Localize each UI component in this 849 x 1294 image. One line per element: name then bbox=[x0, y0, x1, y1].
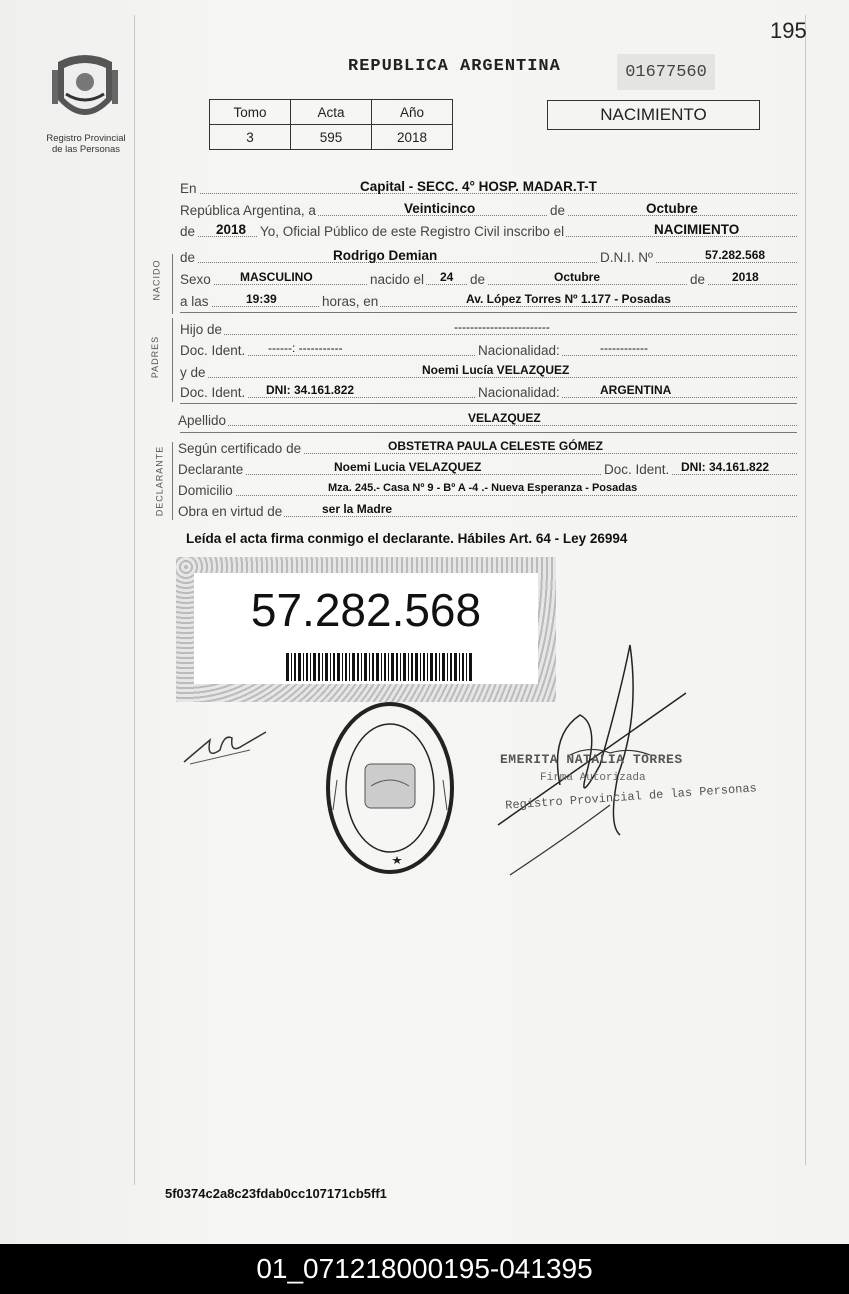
divider-apellido bbox=[180, 432, 797, 433]
label-nacido-el: nacido el bbox=[370, 272, 425, 287]
serial-number: 01677560 bbox=[617, 54, 715, 90]
value-doc2: DNI: 34.161.822 bbox=[266, 383, 355, 397]
label-sexo: Sexo bbox=[180, 272, 211, 287]
row-padre bbox=[180, 322, 797, 338]
province-crest-icon bbox=[50, 50, 120, 130]
value-hora: 19:39 bbox=[246, 292, 277, 306]
label-horas: horas, en bbox=[322, 294, 379, 309]
label-declarante: Declarante bbox=[178, 462, 244, 477]
value-declarante: Noemi Lucia VELAZQUEZ bbox=[334, 460, 482, 474]
row-apellido bbox=[180, 413, 797, 429]
value-padre: ------------------------ bbox=[454, 320, 550, 334]
value-anio-acta: 2018 bbox=[216, 222, 247, 237]
row-domicilio bbox=[180, 483, 797, 499]
label-segun: Según certificado de bbox=[178, 441, 302, 456]
value-doc1: ------: ----------- bbox=[268, 341, 343, 355]
row-anio bbox=[180, 224, 797, 240]
label-doc3: Doc. Ident. bbox=[604, 462, 670, 477]
value-anio: 2018 bbox=[372, 125, 453, 150]
registro-line2: de las Personas bbox=[51, 144, 121, 155]
label-de2: de bbox=[180, 224, 196, 239]
label-alas: a las bbox=[180, 294, 209, 309]
value-nombre: Rodrigo Demian bbox=[333, 248, 438, 263]
value-doc3: DNI: 34.161.822 bbox=[681, 460, 770, 474]
page-number: 195 bbox=[770, 18, 807, 43]
firmante-name: EMERITA NATALIA TORRES bbox=[500, 752, 683, 767]
header-anio: Año bbox=[372, 100, 453, 125]
label-nombre-de: de bbox=[180, 250, 196, 265]
label-en: En bbox=[180, 181, 197, 196]
label-nac1: Nacionalidad: bbox=[478, 343, 560, 358]
leida-statement: Leída el acta firma conmigo el declarante. Hábiles Art. 64 - Ley 26994 bbox=[186, 531, 628, 546]
value-nac2: ARGENTINA bbox=[600, 383, 672, 397]
barcode-icon bbox=[286, 653, 474, 681]
declarante-section-label: DECLARANTE bbox=[154, 445, 165, 517]
divider-nacido bbox=[180, 312, 797, 313]
value-nac-dia: 24 bbox=[440, 270, 454, 284]
row-declarante bbox=[180, 462, 797, 478]
value-dia: Veinticinco bbox=[404, 201, 476, 216]
label-doc1: Doc. Ident. bbox=[180, 343, 246, 358]
value-apellido: VELAZQUEZ bbox=[468, 411, 541, 425]
value-tomo: 3 bbox=[210, 125, 291, 150]
row-fecha bbox=[180, 203, 797, 219]
firmante-org: Registro Provincial de las Personas bbox=[504, 781, 758, 813]
row-obra bbox=[180, 504, 797, 520]
row-madre bbox=[180, 365, 797, 381]
label-apellido: Apellido bbox=[178, 413, 227, 428]
value-mes: Octubre bbox=[646, 201, 698, 216]
row-doc1 bbox=[180, 343, 797, 359]
label-nac-de2: de bbox=[690, 272, 706, 287]
label-nac2: Nacionalidad: bbox=[478, 385, 560, 400]
row-segun bbox=[180, 441, 797, 457]
nacido-section-line bbox=[172, 254, 173, 314]
value-sexo: MASCULINO bbox=[240, 270, 313, 284]
row-doc2 bbox=[180, 385, 797, 401]
tipo-box: NACIMIENTO bbox=[547, 100, 760, 130]
label-nac-de: de bbox=[470, 272, 486, 287]
header-acta: Acta bbox=[291, 100, 372, 125]
stamp-number: 57.282.568 bbox=[250, 584, 482, 636]
document-hash: 5f0374c2a8c23fdab0cc107171cb5ff1 bbox=[165, 1186, 387, 1201]
row-nombre bbox=[180, 250, 797, 266]
row-hora bbox=[180, 294, 797, 310]
value-lugar: Av. López Torres Nº 1.177 - Posadas bbox=[466, 292, 671, 306]
label-oficial: Yo, Oficial Público de este Registro Civil inscribo el bbox=[260, 224, 565, 239]
registro-line1: Registro Provincial bbox=[46, 133, 126, 144]
firmante-role: Firma Autorizada bbox=[540, 772, 646, 784]
footer-id-bar bbox=[0, 1244, 849, 1294]
document-title: REPUBLICA ARGENTINA bbox=[348, 57, 561, 76]
value-en: Capital - SECC. 4° HOSP. MADAR.T-T bbox=[360, 179, 597, 194]
tomo-acta-table bbox=[209, 99, 453, 150]
value-madre: Noemi Lucía VELAZQUEZ bbox=[422, 363, 570, 377]
label-y-de: y de bbox=[180, 365, 206, 380]
nacido-section-label: NACIDO bbox=[151, 259, 162, 301]
padres-section-line bbox=[172, 318, 173, 402]
label-republica: República Argentina, a bbox=[180, 203, 316, 218]
value-nac-mes: Octubre bbox=[554, 270, 601, 284]
left-margin-line bbox=[134, 15, 135, 1185]
label-dni: D.N.I. Nº bbox=[600, 250, 653, 265]
padres-section-label: PADRES bbox=[150, 335, 161, 379]
value-nac-anio: 2018 bbox=[732, 270, 759, 284]
label-doc2: Doc. Ident. bbox=[180, 385, 246, 400]
row-sexo bbox=[180, 272, 797, 288]
declarante-signature-icon bbox=[180, 720, 270, 770]
declarante-section-line bbox=[172, 442, 173, 520]
divider-padres bbox=[180, 403, 797, 404]
right-margin-line bbox=[805, 15, 806, 1165]
label-hijo-de: Hijo de bbox=[180, 322, 223, 337]
label-domicilio: Domicilio bbox=[178, 483, 233, 498]
value-segun: OBSTETRA PAULA CELESTE GÓMEZ bbox=[388, 439, 603, 453]
value-domicilio: Mza. 245.- Casa Nº 9 - Bº A -4 .- Nueva Esperanza - Posadas bbox=[328, 482, 638, 494]
label-de: de bbox=[550, 203, 566, 218]
value-tipo: NACIMIENTO bbox=[654, 222, 740, 237]
label-obra: Obra en virtud de bbox=[178, 504, 283, 519]
value-acta: 595 bbox=[291, 125, 372, 150]
row-en bbox=[180, 181, 797, 197]
value-obra: ser la Madre bbox=[322, 502, 393, 516]
official-seal-icon bbox=[323, 700, 458, 876]
footer-id: 01_071218000195-041395 bbox=[256, 1253, 593, 1284]
value-nac1: ------------ bbox=[600, 341, 648, 355]
value-dni: 57.282.568 bbox=[705, 248, 766, 262]
registro-label bbox=[36, 133, 136, 155]
header-tomo: Tomo bbox=[210, 100, 291, 125]
